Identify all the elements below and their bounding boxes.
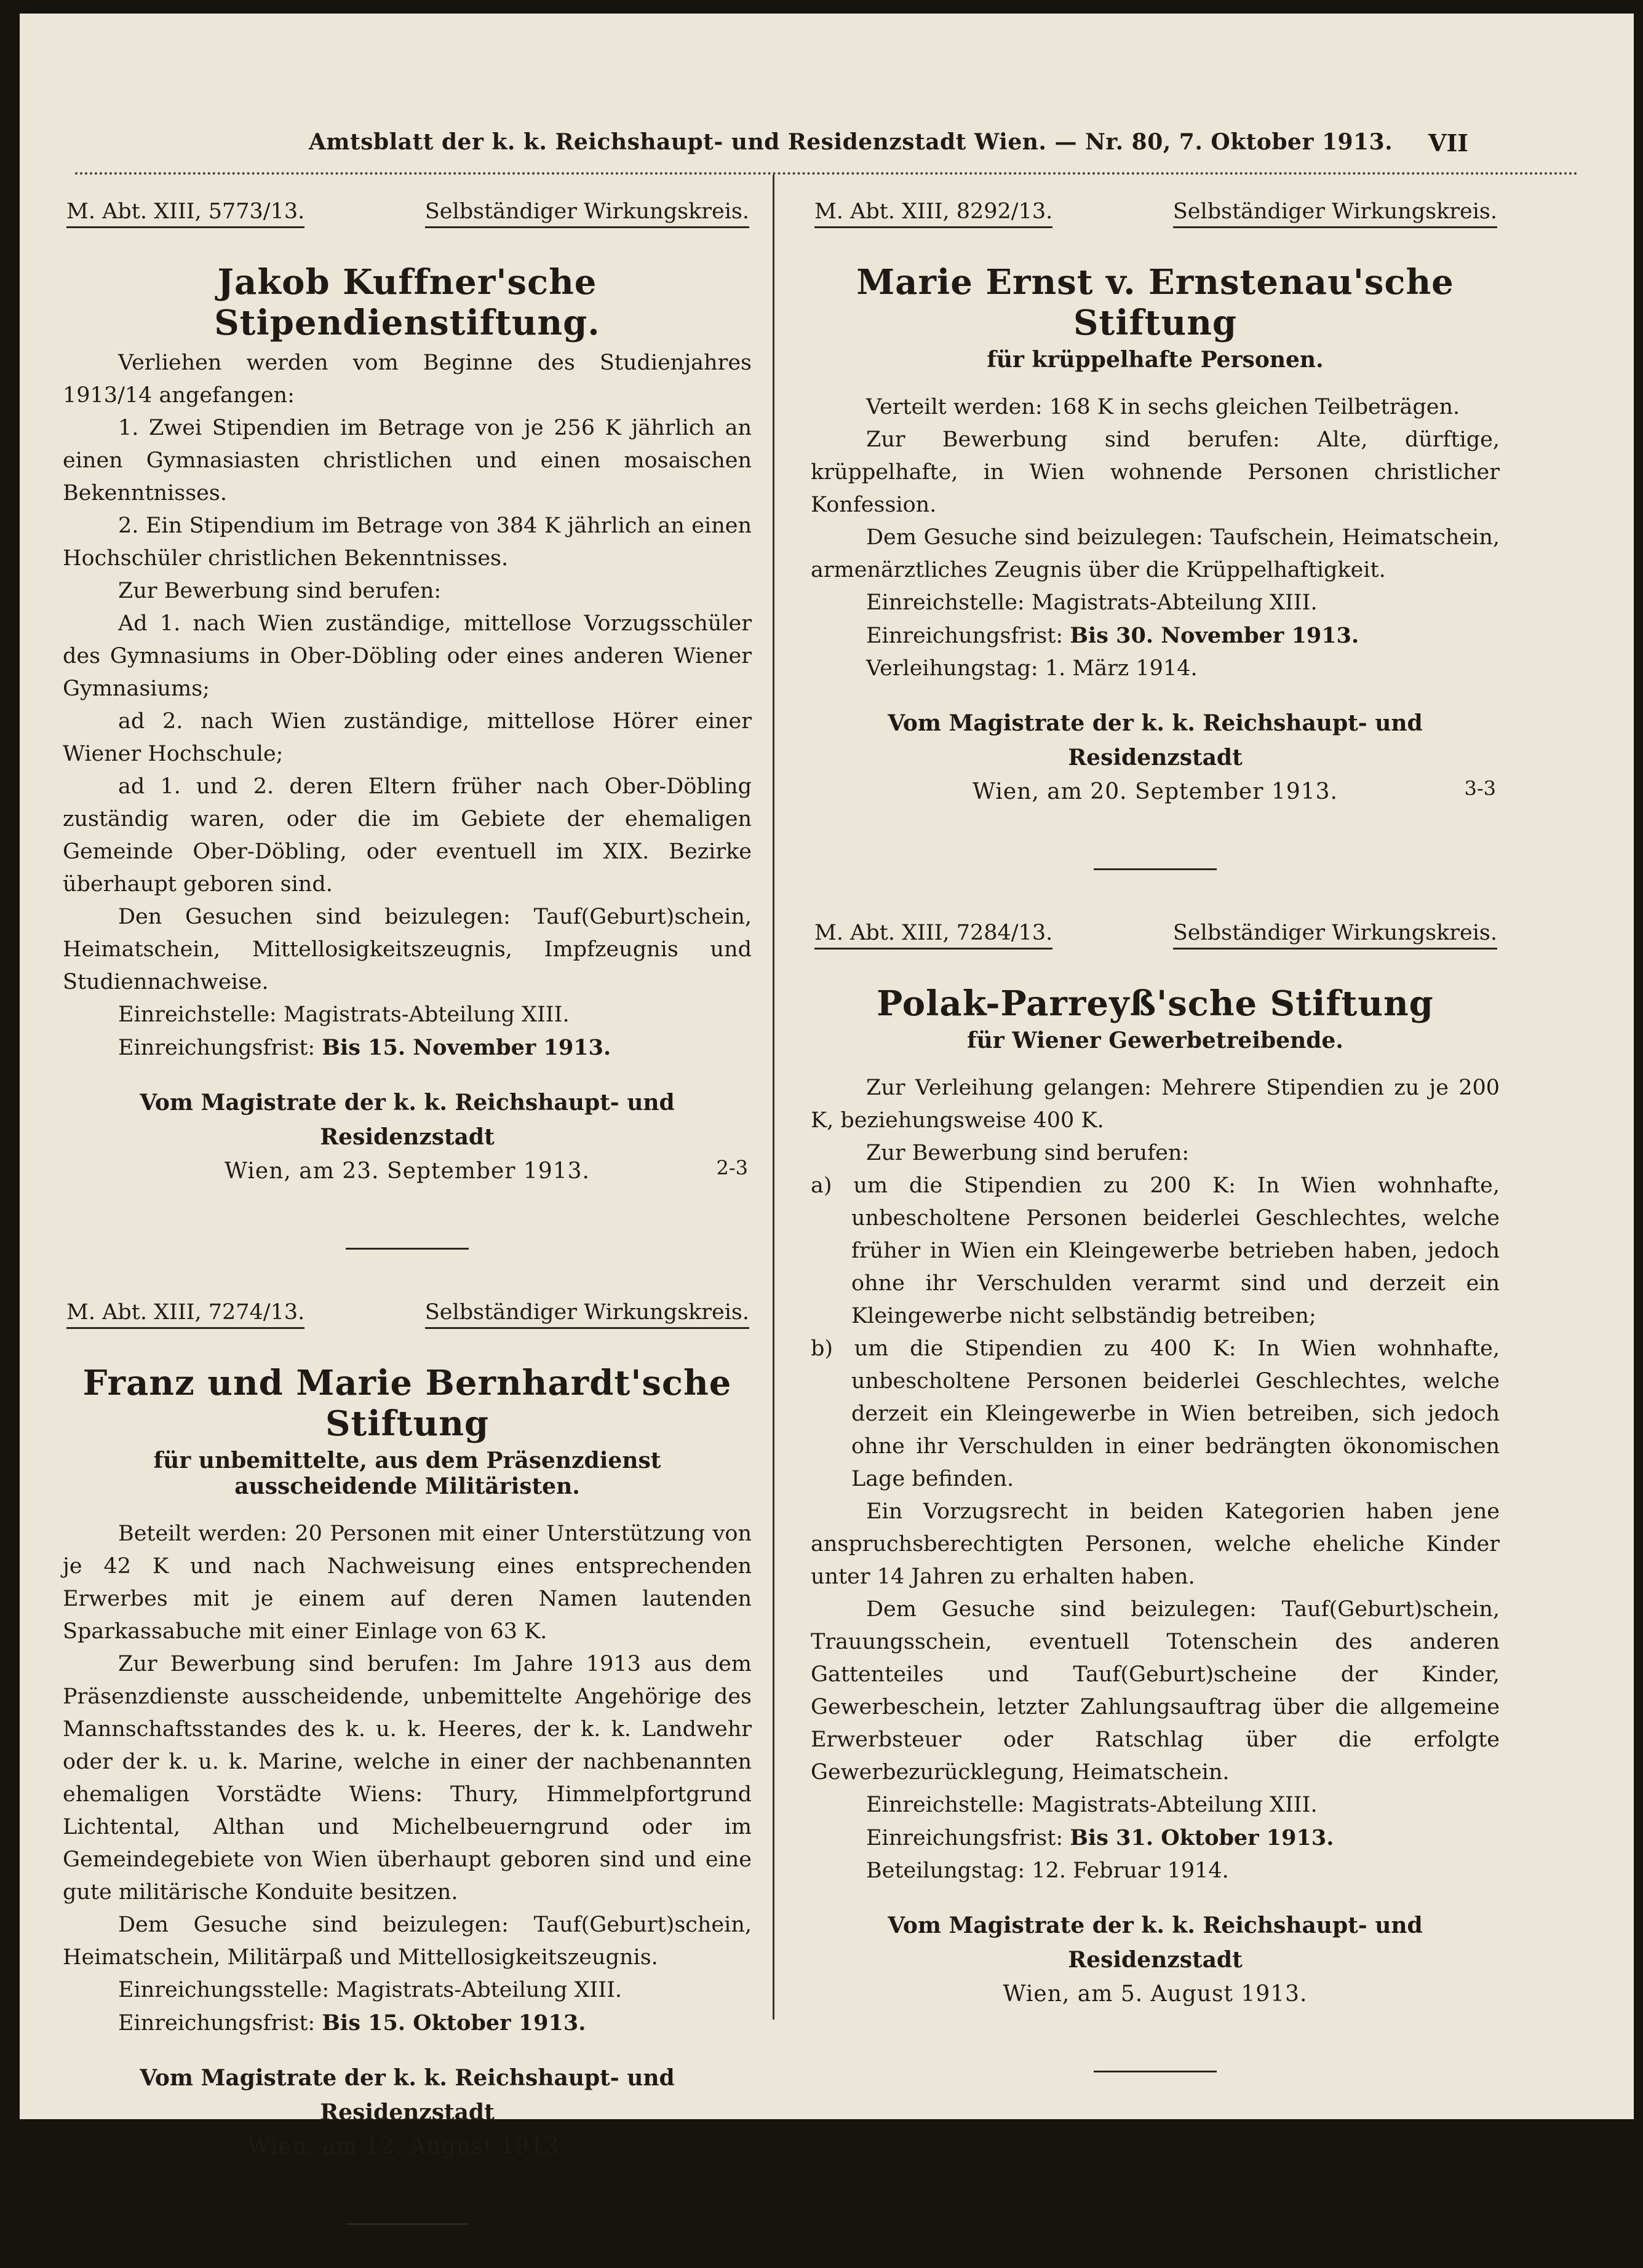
notice-paragraph: Dem Gesuche sind beizulegen: Tauf(Geburt)schein, Heimatschein, Militärpaß und Mittellosigkeitszeugnis. xyxy=(63,1913,752,1970)
notice-paragraph: Zur Verleihung gelangen: Mehrere Stipendien zu je 200 K, beziehungsweise 400 K. xyxy=(811,1076,1500,1133)
notice-paragraph: b) um die Stipendien zu 400 K: In Wien wohnhafte, unbescholtene Personen beiderlei Geschlechtes, welche derzeit ein Kleingewerbe in Wien betreiben, sich jedoch ohne ihr Verschulden in einer bedrängten ökonomischen Lage befinden. xyxy=(811,1336,1500,1491)
deadline-line xyxy=(811,619,1500,652)
notice-ref-line xyxy=(811,192,1500,235)
notice-subtitle: für Wiener Gewerbetreibende. xyxy=(967,1028,1343,1053)
notice-title: Franz und Marie Bernhardt'sche Stiftung xyxy=(82,1363,732,1444)
scope-label: Selbständiger Wirkungskreis. xyxy=(425,199,749,228)
deadline-date: Bis 30. November 1913. xyxy=(1070,623,1359,648)
award-date-line: Beteilungstag: 12. Februar 1914. xyxy=(866,1858,1229,1883)
deadline-label: Einreichungsfrist: xyxy=(866,1826,1070,1850)
deadline-line xyxy=(63,2007,752,2040)
signature-block xyxy=(811,706,1500,809)
signature-place-date: Wien, am 23. September 1913. xyxy=(225,1159,590,1184)
signature-authority: Vom Magistrate der k. k. Reichshaupt- und Residenzstadt xyxy=(888,1913,1423,1973)
notice-paragraph: Zur Bewerbung sind berufen: Im Jahre 1913 aus dem Präsenzdienste ausscheidende, unbemittelte Angehörige des Mannschaftsstandes des k. u. k. Heeres, der k. k. Landwehr oder der k. u. k. Marine, welche in einer der nachbenannten ehemaligen Vorstädte Wiens: Thury, Himmelpfortgrund Lichtental, Althan und Michelbeuerngrund oder im Gemeindegebiete von Wien überhaupt geboren sind und eine gute militärische Konduite besitzen. xyxy=(63,1652,752,1905)
signature-place-date: Wien, am 20. September 1913. xyxy=(973,779,1338,804)
header-title: Amtsblatt der k. k. Reichshaupt- und Residenzstadt Wien. — Nr. 80, 7. Oktober 1913. xyxy=(309,129,1393,155)
notice-subtitle: für krüppelhafte Personen. xyxy=(987,347,1324,373)
reference-number: M. Abt. XIII, 7284/13. xyxy=(814,921,1052,950)
notice-paragraph: Verliehen werden vom Beginne des Studienjahres 1913/14 angefangen: xyxy=(63,351,752,408)
signature-authority: Vom Magistrate der k. k. Reichshaupt- und Residenzstadt xyxy=(888,710,1423,771)
signature-authority: Vom Magistrate der k. k. Reichshaupt- und Residenzstadt xyxy=(140,2065,675,2125)
notice-paragraph: Den Gesuchen sind beizulegen: Tauf(Geburt)schein, Heimatschein, Mittellosigkeitszeugnis, Impfzeugnis und Studiennachweise. xyxy=(63,905,752,994)
notice-paragraph: 2. Ein Stipendium im Betrage von 384 K jährlich an einen Hochschüler christlichen Bekenntnisses. xyxy=(63,513,752,571)
deadline-label: Einreichungsfrist: xyxy=(118,2011,322,2036)
deadline-date: Bis 15. Oktober 1913. xyxy=(322,2010,586,2036)
insertion-count: 3-3 xyxy=(1464,777,1496,800)
notice-paragraph: Einreichstelle: Magistrats-Abteilung XIII. xyxy=(866,590,1318,615)
separator-rule xyxy=(1094,2071,1217,2072)
separator-rule xyxy=(346,2223,469,2225)
notice-paragraph: 1. Zwei Stipendien im Betrage von je 256 K jährlich an einen Gymnasiasten christlichen und einen mosaischen Bekenntnisses. xyxy=(63,416,752,506)
deadline-line xyxy=(63,1031,752,1065)
notice-paragraph: Einreichstelle: Magistrats-Abteilung XIII. xyxy=(866,1793,1318,1817)
reference-number: M. Abt. XIII, 8292/13. xyxy=(814,199,1052,228)
notice-paragraph: Zur Bewerbung sind berufen: xyxy=(118,579,442,603)
notice-paragraph: Beteilt werden: 20 Personen mit einer Unterstützung von je 42 K und nach Nachweisung eines entsprechenden Erwerbes mit je einem auf deren Namen lautenden Sparkassabuche mit einer Einlage von 63 K. xyxy=(63,1521,752,1644)
reference-number: M. Abt. XIII, 5773/13. xyxy=(66,199,304,228)
notice-paragraph: Zur Bewerbung sind berufen: Alte, dürftige, krüppelhafte, in Wien wohnende Personen christlicher Konfession. xyxy=(811,427,1500,517)
signature-block xyxy=(63,2061,752,2164)
separator-rule xyxy=(1094,868,1217,870)
left-column xyxy=(63,175,752,2268)
insertion-count: 2-3 xyxy=(716,1156,748,1180)
notice-paragraph: Ad 1. nach Wien zuständige, mittellose Vorzugsschüler des Gymnasiums in Ober-Döbling oder eines anderen Wiener Gymnasiums; xyxy=(63,611,752,701)
signature-block xyxy=(811,1908,1500,2012)
notice-title: Jakob Kuffner'sche Stipendienstiftung. xyxy=(214,262,600,343)
deadline-label: Einreichungsfrist: xyxy=(866,624,1070,648)
separator-rule xyxy=(346,1248,469,1250)
notice-title: Polak-Parreyß'sche Stiftung xyxy=(877,983,1434,1024)
deadline-date: Bis 15. November 1913. xyxy=(322,1035,611,1060)
deadline-line xyxy=(811,1822,1500,1855)
scope-label: Selbständiger Wirkungskreis. xyxy=(1173,199,1497,228)
notice-ref-line xyxy=(63,1293,752,1336)
notice-paragraph: Einreichungsstelle: Magistrats-Abteilung XIII. xyxy=(118,1978,623,2002)
notice-paragraph: Zur Bewerbung sind berufen: xyxy=(866,1141,1190,1165)
notice-bernhardt xyxy=(63,1293,752,2225)
notice-paragraph: ad 2. nach Wien zuständige, mittellose Hörer einer Wiener Hochschule; xyxy=(63,709,752,766)
notice-kuffner xyxy=(63,192,752,1250)
deadline-label: Einreichungsfrist: xyxy=(118,1036,322,1060)
notice-paragraph: Einreichstelle: Magistrats-Abteilung XIII. xyxy=(118,1002,570,1027)
page-header xyxy=(20,123,1634,166)
notice-paragraph: ad 1. und 2. deren Eltern früher nach Ober-Döbling zuständig waren, oder die im Gebiete der ehemaligen Gemeinde Ober-Döbling, oder eventuell im XIX. Bezirke überhaupt geboren sind. xyxy=(63,774,752,897)
column-divider xyxy=(773,175,774,2020)
notice-subtitle: für unbemittelte, aus dem Präsenzdienst ausscheidende Militäristen. xyxy=(153,1448,661,1499)
signature-place-date: Wien, am 5. August 1913. xyxy=(1003,1981,1308,2007)
signature-authority: Vom Magistrate der k. k. Reichshaupt- und Residenzstadt xyxy=(140,1090,675,1150)
notice-paragraph: a) um die Stipendien zu 200 K: In Wien wohnhafte, unbescholtene Personen beiderlei Geschlechtes, welche früher in Wien ein Kleingewerbe betrieben haben, jedoch ohne ihr Verschulden verarmt sind und derzeit ein Kleingewerbe nicht selbständig betreiben; xyxy=(811,1173,1500,1328)
notice-paragraph: Ein Vorzugsrecht in beiden Kategorien haben jene anspruchsberechtigten Personen, welche eheliche Kinder unter 14 Jahren zu erhalten haben. xyxy=(811,1499,1500,1589)
notice-paragraph: Dem Gesuche sind beizulegen: Tauf(Geburt)schein, Trauungsschein, eventuell Totenschein des anderen Gattenteiles und Tauf(Geburt)scheine der Kinder, Gewerbeschein, letzter Zahlungsauftrag über die allgemeine Erwerbsteuer oder Ratschlag über die erfolgte Gewerbezurücklegung, Heimatschein. xyxy=(811,1597,1500,1785)
notice-ref-line xyxy=(63,192,752,235)
notice-ref-line xyxy=(811,913,1500,956)
newspaper-page xyxy=(20,14,1634,2159)
page-number: VII xyxy=(1428,129,1469,157)
reference-number: M. Abt. XIII, 7274/13. xyxy=(66,1300,304,1329)
scope-label: Selbständiger Wirkungskreis. xyxy=(425,1300,749,1329)
award-date-line: Verleihungstag: 1. März 1914. xyxy=(866,656,1198,681)
notice-paragraph: Dem Gesuche sind beizulegen: Taufschein, Heimatschein, armenärztliches Zeugnis über die Krüppelhaftigkeit. xyxy=(811,525,1500,582)
right-column xyxy=(811,175,1500,2115)
notice-polak-parreyss xyxy=(811,913,1500,2072)
notice-paragraph: Verteilt werden: 168 K in sechs gleichen Teilbeträgen. xyxy=(866,395,1460,419)
notice-title: Marie Ernst v. Ernstenau'sche Stiftung xyxy=(856,262,1454,343)
deadline-date: Bis 31. Oktober 1913. xyxy=(1070,1825,1334,1850)
signature-place-date: Wien, am 12. August 1913. xyxy=(247,2134,567,2159)
notice-ernstenau xyxy=(811,192,1500,870)
scope-label: Selbständiger Wirkungskreis. xyxy=(1173,921,1497,950)
signature-block xyxy=(63,1085,752,1189)
